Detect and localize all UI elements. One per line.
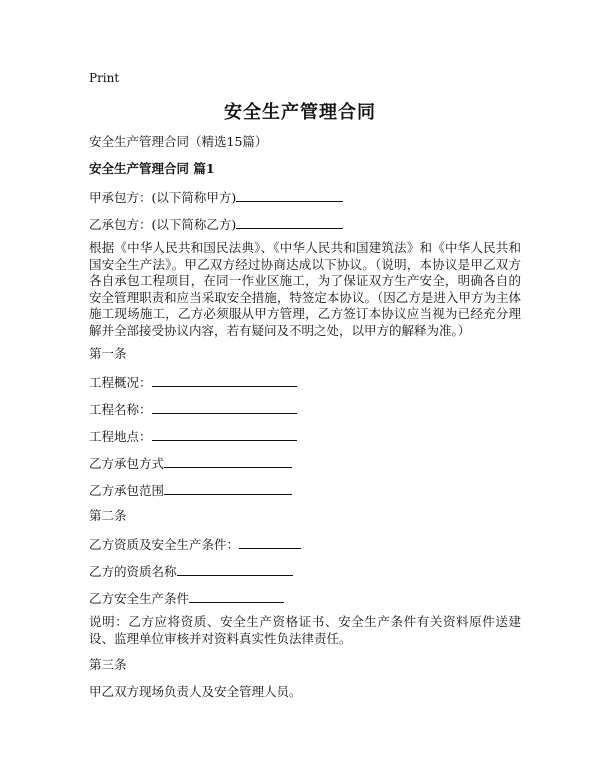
overview-label: 工程概况： (89, 375, 152, 390)
contract-type-label: 乙方承包方式 (89, 456, 165, 471)
article3-line1: 甲乙双方现场负责人及安全管理人员。 (89, 684, 302, 699)
qualification-conditions-line (89, 535, 301, 553)
safety-conditions-label: 乙方安全生产条件 (89, 591, 190, 606)
document-subtitle: 安全生产管理合同（精选15篇） (89, 134, 268, 149)
print-link[interactable]: Print (89, 71, 120, 85)
section-heading: 安全生产管理合同 篇1 (89, 161, 215, 176)
party-b-blank (236, 215, 343, 229)
intro-paragraph: 根据《中华人民共和国民法典》、《中华人民共和国建筑法》和《中华人民共和国安全生产法》。甲乙双方经过协商达成以下协议。（说明，本协议是甲乙双方各自承包工程项目，在同一作业区施工，为了保证双方生产安全，明确各自的安全管理职责和应当采取安全措施，特签定本协议。（因乙方是进入甲方为主体施工现场施工，乙方必须服从甲方管理，乙方签订本协议应当视为已经充分理解并全部接受协议内容，若有疑问及不明之处，以甲方的解释为准。） (89, 240, 521, 338)
safety-conditions-line (89, 589, 284, 607)
qualification-conditions-label: 乙方资质及安全生产条件： (89, 537, 240, 552)
article2-note: 说明：乙方应将资质、安全生产资格证书、安全生产条件有关资料原件送建设、监理单位审核并对资料真实性负法律责任。 (89, 614, 521, 646)
contract-scope-line (89, 481, 292, 499)
contract-type-blank (164, 454, 292, 468)
project-name-label: 工程名称： (89, 402, 152, 417)
party-b-label: 乙承包方：(以下简称乙方) (89, 217, 237, 232)
qualification-name-line (89, 562, 293, 580)
contract-scope-blank (164, 481, 292, 495)
party-a-line (89, 188, 343, 206)
project-location-blank (152, 427, 297, 441)
contract-scope-label: 乙方承包范围 (89, 483, 165, 498)
overview-line (89, 373, 297, 391)
project-location-line (89, 427, 297, 445)
document-title: 安全生产管理合同 (224, 102, 376, 123)
safety-conditions-blank (189, 589, 284, 603)
project-location-label: 工程地点： (89, 429, 152, 444)
article2-heading: 第二条 (89, 508, 127, 523)
contract-type-line (89, 454, 292, 472)
article3-heading: 第三条 (89, 657, 127, 672)
party-b-line (89, 215, 343, 233)
party-a-label: 甲承包方：(以下简称甲方) (89, 190, 237, 205)
article1-heading: 第一条 (89, 346, 127, 361)
project-name-line (89, 400, 297, 418)
qualification-name-label: 乙方的资质名称 (89, 564, 177, 579)
party-a-blank (236, 188, 343, 202)
qualification-conditions-blank (239, 535, 301, 549)
overview-blank (152, 373, 297, 387)
project-name-blank (152, 400, 297, 414)
qualification-name-blank (177, 562, 293, 576)
